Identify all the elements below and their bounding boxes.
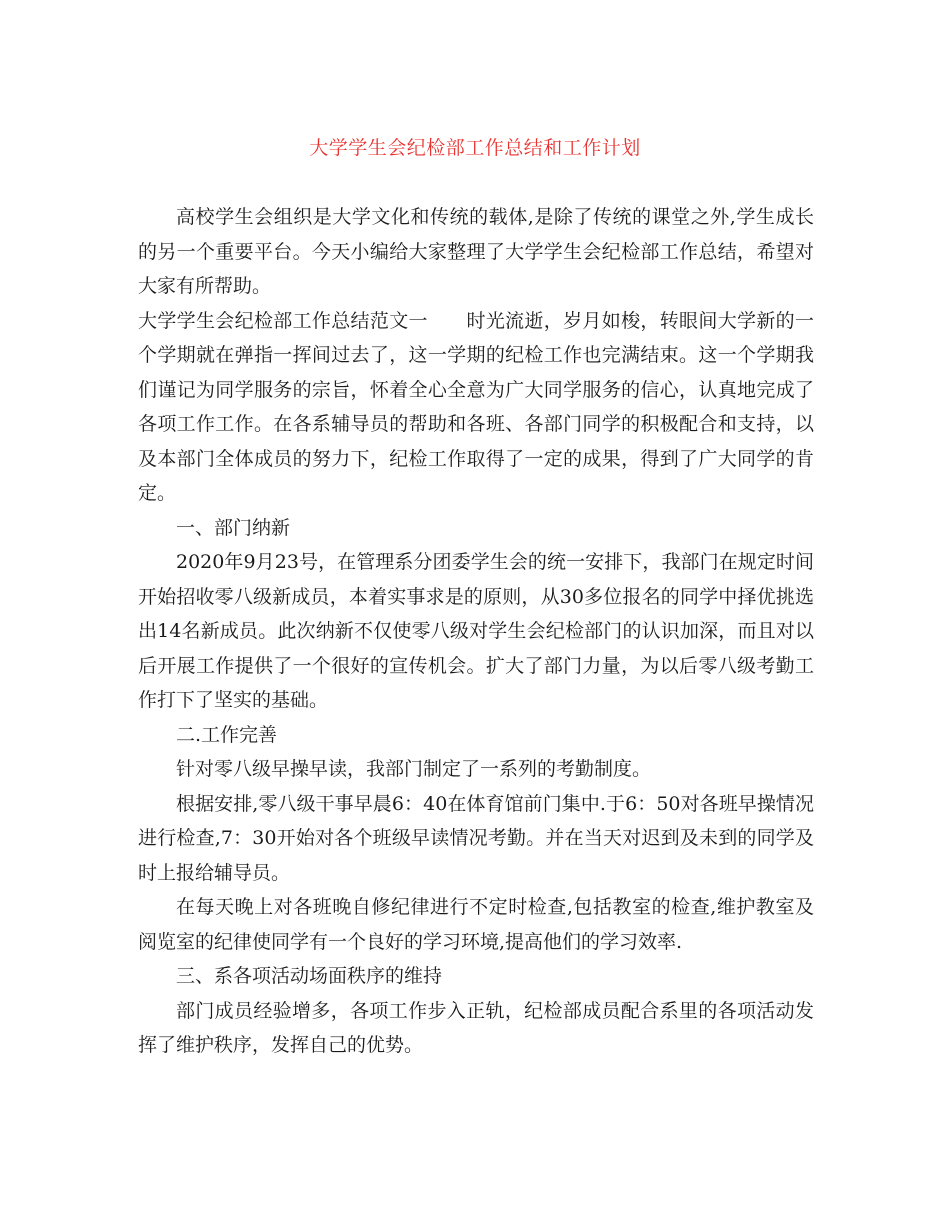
- paragraph-intro: 高校学生会组织是大学文化和传统的载体,是除了传统的课堂之外,学生成长的另一个重要平台。今天小编给大家整理了大学学生会纪检部工作总结，希望对大家有所帮助。: [138, 206, 814, 297]
- section-heading-recruitment: 一、部门纳新: [176, 516, 291, 539]
- paragraph-order: 部门成员经验增多，各项工作步入正轨，纪检部成员配合系里的各项活动发挥了维护秩序，发挥自己的优势。: [138, 999, 814, 1056]
- section-heading-improvement: 二.工作完善: [176, 723, 278, 746]
- section-heading-order: 三、系各项活动场面秩序的维持: [176, 965, 443, 987]
- document-body: [138, 200, 814, 1063]
- paragraph-evening-check: 在每天晚上对各班晚自修纪律进行不定时检查,包括教室的检查,维护教室及阅览室的纪律使同学有一个良好的学习环境,提高他们的学习效率.: [138, 896, 814, 953]
- paragraph-attendance-system: 针对零八级早操早读，我部门制定了一系列的考勤制度。: [176, 758, 652, 780]
- paragraph-morning-check: 根据安排,零八级干事早晨6：40在体育馆前门集中.于6：50对各班早操情况进行检查,7：30开始对各个班级早读情况考勤。并在当天对迟到及未到的同学及时上报给辅导员。: [138, 792, 814, 884]
- document-title: 大学学生会纪检部工作总结和工作计划: [309, 137, 641, 159]
- paragraph-recruitment: 2020年9月23号，在管理系分团委学生会的统一安排下，我部门在规定时间开始招收零八级新成员，本着实事求是的原则，从30多位报名的同学中择优挑选出14名新成员。此次纳新不仅使零八级对学生会纪检部门的认识加深，而且对以后开展工作提供了一个很好的宣传机会。扩大了部门力量，为以后零八级考勤工作打下了坚实的基础。: [138, 551, 814, 711]
- paragraph-sample-one: 大学学生会纪检部工作总结范文一 时光流逝，岁月如梭，转眼间大学新的一个学期就在弹指一挥间过去了，这一学期的纪检工作也完满结束。这一个学期我们谨记为同学服务的宗旨，怀着全心全意为广大同学服务的信心，认真地完成了各项工作工作。在各系辅导员的帮助和各班、各部门同学的积极配合和支持，以及本部门全体成员的努力下，纪检工作取得了一定的成果，得到了广大同学的肯定。: [138, 309, 814, 504]
